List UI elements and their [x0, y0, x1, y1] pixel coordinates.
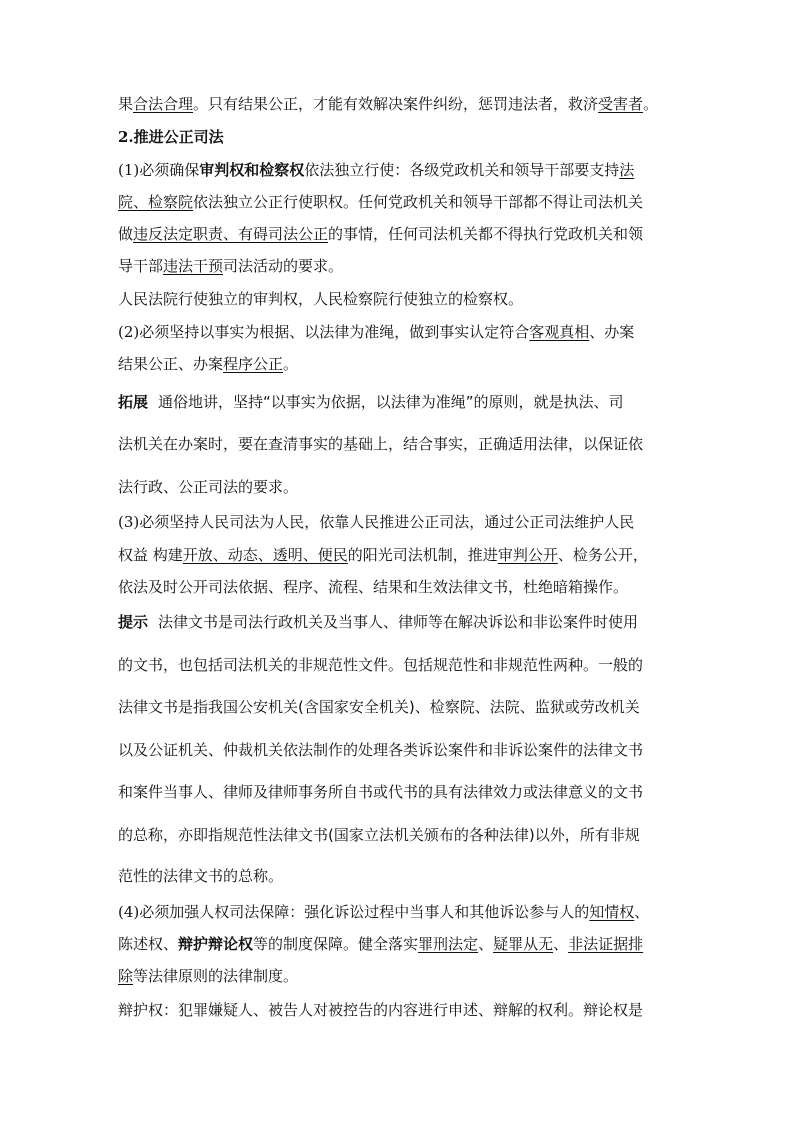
text-line: [118, 902, 678, 922]
text-line: [118, 612, 678, 632]
text-line: [118, 825, 678, 845]
text-line: [118, 392, 678, 412]
text-segment: 、办案: [589, 323, 635, 341]
underlined-term: 院、检察院: [118, 193, 194, 211]
text-segment: 法律文书是司法行政机关及当事人、律师等在解决诉讼和非讼案件时使用: [158, 613, 639, 631]
text-line: [118, 477, 678, 497]
underlined-term: 知情权: [589, 903, 635, 921]
underlined-term: 疑罪从无: [493, 935, 554, 953]
text-segment: (2)必须坚持以事实为根据、以法律为准绳，做到事实认定符合: [118, 323, 530, 341]
text-segment: (1)必须确保: [118, 161, 200, 179]
text-segment: 依法独立行使：各级党政机关和领导干部要支持: [304, 161, 620, 179]
text-segment: 和案件当事人、律师及律师事务所自书或代书的具有法律效力或法律意义的文书: [118, 783, 644, 801]
text-segment: 人民法院行使独立的审判权，人民检察院行使独立的检察权。: [118, 290, 524, 308]
text-segment: 范性的法律文书的总称。: [118, 867, 284, 885]
underlined-term: 法: [619, 161, 635, 179]
section-label: 提示: [118, 613, 149, 631]
text-segment: 、检务公开，: [557, 546, 648, 564]
text-line: [118, 434, 678, 454]
text-line: [118, 545, 678, 565]
text-line: [118, 322, 678, 342]
text-segment: 法行政、公正司法的要求。: [118, 478, 299, 496]
underlined-term: 合法合理: [133, 95, 194, 113]
text-line: [118, 256, 678, 276]
bold-term: 审判权和检察权: [199, 161, 305, 179]
text-line: [118, 94, 678, 114]
text-line: [118, 934, 678, 954]
text-segment: 的阳光司法机制，推进: [347, 546, 498, 564]
text-segment: (3)必须坚持人民司法为人民，依靠人民推进公正司法，通过公正司法维护人民: [118, 513, 635, 531]
text-line: [118, 192, 678, 212]
text-segment: 辩护权：犯罪嫌疑人、被告人对被控告的内容进行申述、辩解的权利。辩论权是: [118, 1001, 644, 1019]
text-segment: 做: [118, 225, 134, 243]
text-segment: 。只有结果公正，才能有效解决案件纠纷，惩罚违法者，救济: [193, 95, 599, 113]
text-segment: 、: [553, 935, 569, 953]
underlined-term: 罪刑法定: [418, 935, 479, 953]
underlined-term: 除: [118, 967, 134, 985]
text-segment: 结果公正、办案: [118, 355, 224, 373]
text-segment: 的总称，亦即指规范性法律文书(国家立法机关颁布的各种法律)以外，所有非规: [118, 826, 640, 844]
text-segment: 等法律原则的法律制度。: [133, 967, 299, 985]
text-segment: 权益 构建: [118, 546, 183, 564]
text-segment: 依法及时公开司法依据、程序、流程、结果和生效法律文书，杜绝暗箱操作。: [118, 578, 629, 596]
text-line: [118, 224, 678, 244]
text-line: [118, 127, 678, 147]
text-segment: 导干部: [118, 257, 164, 275]
text-segment: 以及公证机关、仲裁机关依法制作的处理各类诉讼案件和非诉讼案件的法律文书: [118, 741, 644, 759]
text-line: [118, 782, 678, 802]
underlined-term: 违法干预: [163, 257, 224, 275]
text-segment: (4)必须加强人权司法保障：强化诉讼过程中当事人和其他诉讼参与人的: [118, 903, 590, 921]
text-segment: 、: [478, 935, 494, 953]
underlined-term: 违反法定职责、有碍司法公正: [133, 225, 329, 243]
text-line: [118, 697, 678, 717]
text-segment: 的事情，任何司法机关都不得执行党政机关和领: [328, 225, 644, 243]
text-segment: 依法独立公正行使职权。任何党政机关和领导干部都不得让司法机关: [193, 193, 644, 211]
text-segment: 法律文书是指我国公安机关(含国家安全机关)、检察院、法院、监狱或劳改机关: [118, 698, 640, 716]
text-line: [118, 1000, 678, 1020]
underlined-term: 非法证据排: [568, 935, 644, 953]
text-segment: 。: [643, 95, 659, 113]
underlined-term: 开放、动态、透明、便民: [182, 546, 348, 564]
underlined-term: 程序公正: [223, 355, 284, 373]
text-line: [118, 354, 678, 374]
text-segment: 的文书，也包括司法机关的非规范性文件。包括规范性和非规范性两种。一般的: [118, 656, 644, 674]
text-segment: 等的制度保障。健全落实: [253, 935, 419, 953]
text-segment: 司法活动的要求。: [223, 257, 344, 275]
text-segment: 。: [283, 355, 299, 373]
bold-term: 辩护辩论权: [178, 935, 254, 953]
text-segment: 陈述权、: [118, 935, 179, 953]
text-line: [118, 866, 678, 886]
underlined-term: 客观真相: [529, 323, 590, 341]
text-line: [118, 966, 678, 986]
text-line: [118, 577, 678, 597]
underlined-term: 受害者: [598, 95, 644, 113]
text-segment: 果: [118, 95, 134, 113]
text-line: [118, 740, 678, 760]
text-line: [118, 289, 678, 309]
text-segment: 法机关在办案时，要在查清事实的基础上，结合事实，正确适用法律，以保证依: [118, 435, 644, 453]
text-line: [118, 512, 678, 532]
text-segment: 、: [634, 903, 650, 921]
underlined-term: 审判公开: [497, 546, 558, 564]
text-line: [118, 160, 678, 180]
bold-term: 2.推进公正司法: [118, 128, 224, 146]
text-line: [118, 655, 678, 675]
section-label: 拓展: [118, 393, 149, 411]
text-segment: 通俗地讲，坚持“以事实为依据，以法律为准绳”的原则，就是执法、司: [158, 393, 624, 411]
